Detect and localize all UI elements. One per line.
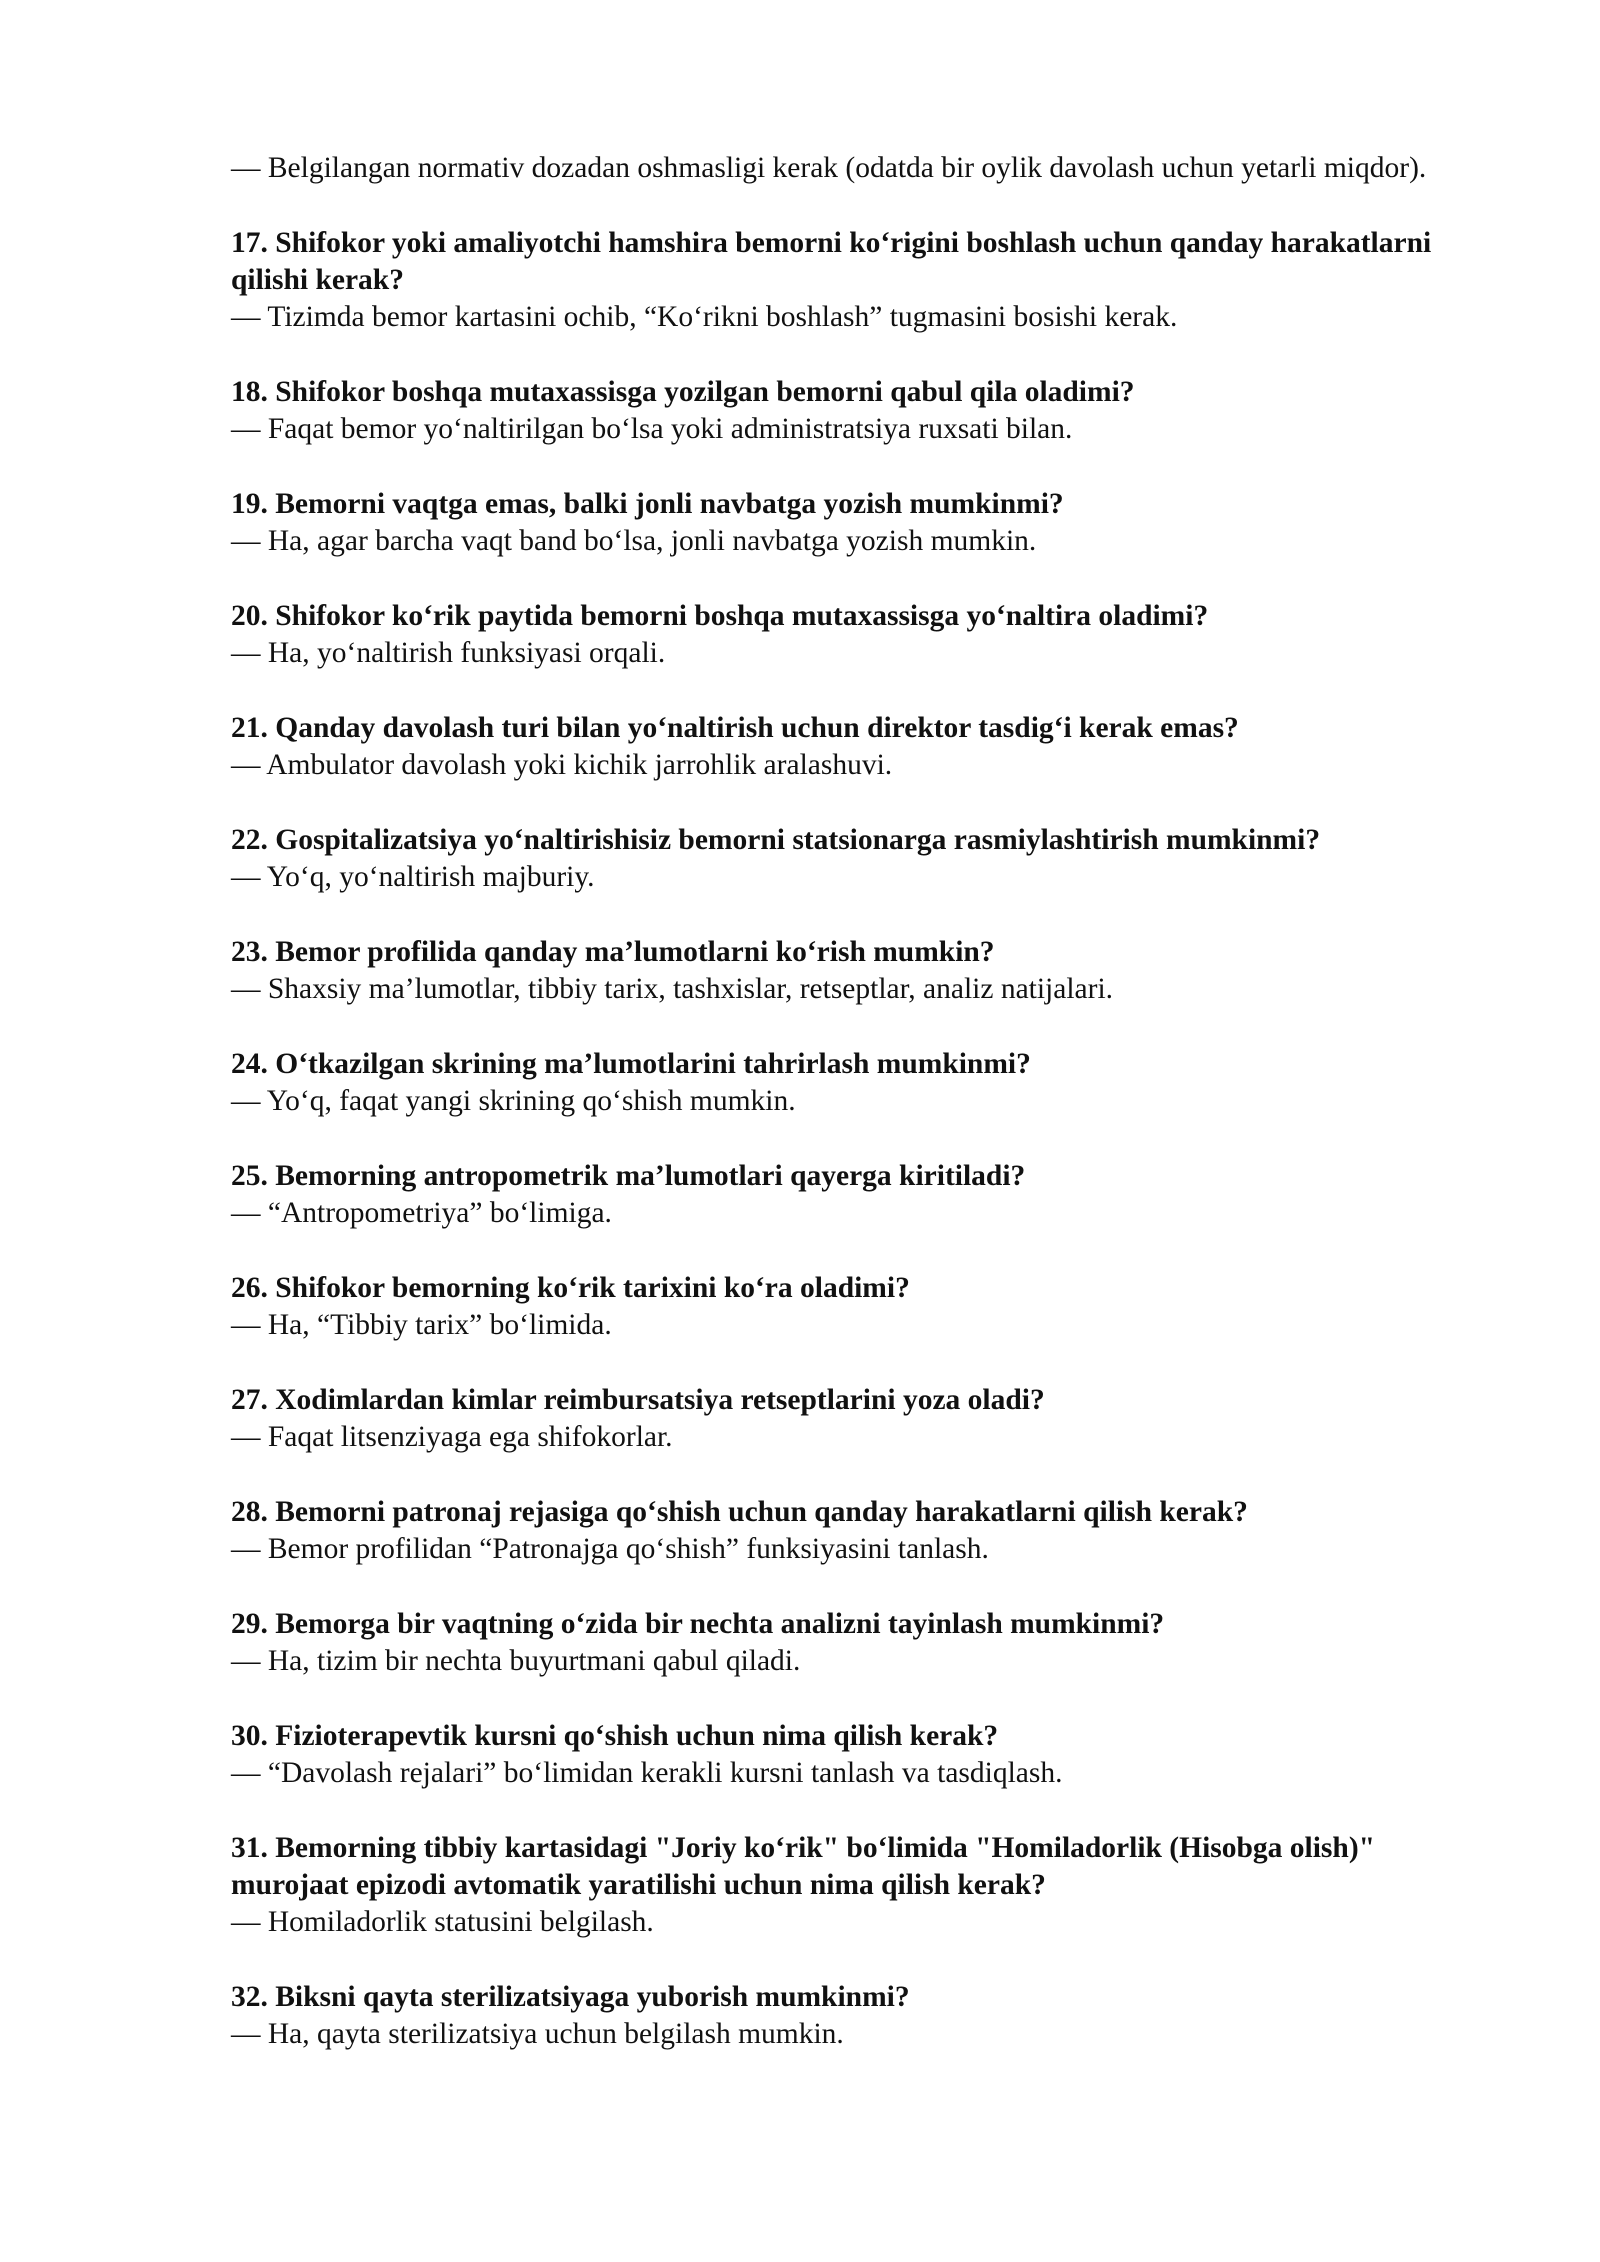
qa-item	[231, 1606, 1491, 1680]
question-text: 18. Shifokor boshqa mutaxassisga yozilgan bemorni qabul qila oladimi?	[231, 376, 1135, 408]
answer-text: — Ambulator davolash yoki kichik jarrohlik aralashuvi.	[231, 749, 893, 781]
question-text: 22. Gospitalizatsiya yo‘naltirishisiz bemorni statsionarga rasmiylashtirish mumkinmi?	[231, 824, 1321, 856]
answer-text: — Ha, qayta sterilizatsiya uchun belgilash mumkin.	[231, 2018, 844, 2050]
answer-text: — Tizimda bemor kartasini ochib, “Ko‘rikni boshlash” tugmasini bosishi kerak.	[231, 301, 1178, 333]
answer-text: — Homiladorlik statusini belgilash.	[231, 1906, 654, 1938]
intro-answer: — Belgilangan normativ dozadan oshmasligi kerak (odatda bir oylik davolash uchun yetarli miqdor).	[231, 152, 1427, 184]
qa-item	[231, 1718, 1491, 1792]
answer-text: — Bemor profilidan “Patronajga qo‘shish” funksiyasini tanlash.	[231, 1533, 989, 1565]
qa-item	[231, 1046, 1491, 1120]
question-text: 25. Bemorning antropometrik ma’lumotlari qayerga kiritiladi?	[231, 1160, 1026, 1192]
qa-item	[231, 1270, 1491, 1344]
question-text: 24. O‘tkazilgan skrining ma’lumotlarini tahrirlash mumkinmi?	[231, 1048, 1031, 1080]
answer-text: — Ha, agar barcha vaqt band bo‘lsa, jonli navbatga yozish mumkin.	[231, 525, 1037, 557]
question-text: 26. Shifokor bemorning ko‘rik tarixini ko‘ra oladimi?	[231, 1272, 910, 1304]
qa-item	[231, 598, 1491, 672]
question-text: 28. Bemorni patronaj rejasiga qo‘shish uchun qanday harakatlarni qilish kerak?	[231, 1496, 1248, 1528]
answer-text: — Yo‘q, yo‘naltirish majburiy.	[231, 861, 595, 893]
question-text: 17. Shifokor yoki amaliyotchi hamshira bemorni ko‘rigini boshlash uchun qanday harakatlarni qilishi kerak?	[231, 227, 1432, 296]
answer-text: — Ha, tizim bir nechta buyurtmani qabul qiladi.	[231, 1645, 801, 1677]
answer-text: — Ha, “Tibbiy tarix” bo‘limida.	[231, 1309, 612, 1341]
qa-item	[231, 374, 1491, 448]
answer-text: — “Davolash rejalari” bo‘limidan kerakli kursni tanlash va tasdiqlash.	[231, 1757, 1063, 1789]
answer-text: — Faqat bemor yo‘naltirilgan bo‘lsa yoki administratsiya ruxsati bilan.	[231, 413, 1073, 445]
qa-item	[231, 710, 1491, 784]
question-text: 19. Bemorni vaqtga emas, balki jonli navbatga yozish mumkinmi?	[231, 488, 1064, 520]
question-text: 29. Bemorga bir vaqtning o‘zida bir nechta analizni tayinlash mumkinmi?	[231, 1608, 1165, 1640]
answer-text: — Ha, yo‘naltirish funksiyasi orqali.	[231, 637, 666, 669]
qa-item	[231, 225, 1491, 336]
qa-item	[231, 486, 1491, 560]
qa-item	[231, 1979, 1491, 2053]
answer-text: — Shaxsiy ma’lumotlar, tibbiy tarix, tashxislar, retseptlar, analiz natijalari.	[231, 973, 1114, 1005]
document-body	[231, 150, 1491, 2091]
question-text: 21. Qanday davolash turi bilan yo‘naltirish uchun direktor tasdig‘i kerak emas?	[231, 712, 1239, 744]
answer-text: — “Antropometriya” bo‘limiga.	[231, 1197, 612, 1229]
question-text: 32. Biksni qayta sterilizatsiyaga yuborish mumkinmi?	[231, 1981, 910, 2013]
qa-item	[231, 1494, 1491, 1568]
qa-list	[231, 225, 1491, 2053]
qa-item	[231, 934, 1491, 1008]
qa-item	[231, 1830, 1491, 1941]
question-text: 31. Bemorning tibbiy kartasidagi "Joriy ko‘rik" bo‘limida "Homiladorlik (Hisobga olish)" murojaat epizodi avtomatik yaratilishi uchun nima qilish kerak?	[231, 1832, 1376, 1901]
qa-item	[231, 1382, 1491, 1456]
qa-item	[231, 822, 1491, 896]
question-text: 23. Bemor profilida qanday ma’lumotlarni ko‘rish mumkin?	[231, 936, 995, 968]
question-text: 20. Shifokor ko‘rik paytida bemorni boshqa mutaxassisga yo‘naltira oladimi?	[231, 600, 1209, 632]
question-text: 30. Fizioterapevtik kursni qo‘shish uchun nima qilish kerak?	[231, 1720, 999, 1752]
answer-text: — Yo‘q, faqat yangi skrining qo‘shish mumkin.	[231, 1085, 796, 1117]
question-text: 27. Xodimlardan kimlar reimbursatsiya retseptlarini yoza oladi?	[231, 1384, 1045, 1416]
answer-text: — Faqat litsenziyaga ega shifokorlar.	[231, 1421, 673, 1453]
qa-item	[231, 1158, 1491, 1232]
